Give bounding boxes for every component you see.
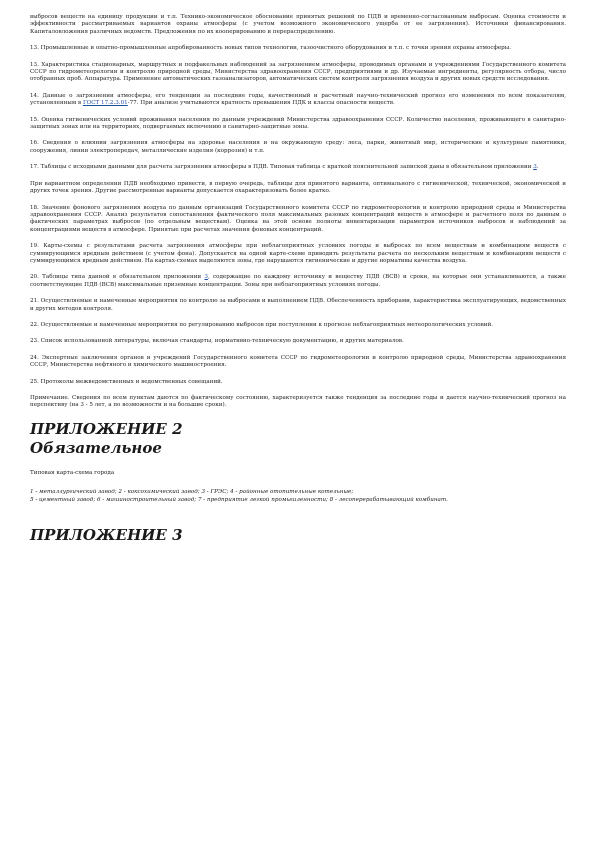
paragraph-24: [30, 355, 566, 370]
paragraph-text: При вариантном определении ПДВ необходимо привести, в первую очередь, таблицы для принятого варианта, оптимального с гигиенической, технической, экономической и других точек зрения. Другие рассмотренные варианты допускается охарактеризовать более кратко.: [30, 180, 566, 195]
gost-link[interactable]: ГОСТ 17.2.3.01: [82, 100, 128, 107]
paragraph-text: 25. Протоколы межведомственных и ведомственных совещаний.: [30, 378, 223, 385]
paragraph-text: 18. Значение фонового загрязнения воздуха по данным организаций Государственного комитета СССР по гидрометеорологии и контролю природной среды и Министерства здравоохранения СССР. Анализ результатов сопоставления фактического поля максимальных разовых концентраций веществ в атмосфере и расчетного поля по данным о фактических параметрах выбросов (по отдельным веществам). Оценка на этой основе полноты инвентаризации параметров источников выбросов и наблюдений за концентрациями веществ в атмосфере. Принятые при расчетах значения фоновых концентраций.: [30, 204, 566, 233]
paragraph-text: 13. Промышленные и опытно-промышленные апробированность новых типов технологии, газоочистного оборудования и т.п. с точки зрения охраны атмосферы.: [30, 45, 511, 52]
appendix-2-subtitle: Обязательное: [30, 438, 162, 457]
appendix-3-title: ПРИЛОЖЕНИЕ 3: [30, 526, 183, 545]
paragraph-text: , содержащие по каждому источнику и веществу ПДВ (ВСВ) и сроки, на которые они устанавливаются, а также соответствующие ПДВ (ВСВ) максимальные приземные концентрации. Зоны при неблагоприятных условиях погоды.: [30, 274, 566, 288]
paragraph-text: 16. Сведения о влиянии загрязнения атмосферы на здоровье населения и на окружающую среду: леса, парки, животный мир, исторические и культурные памятники, сооружения, линии электропередач, металлические изделия (коррозия) и т.п.: [30, 140, 566, 154]
paragraph-text: 17. Таблицы с исходными данными для расчета загрязнения атмосферы в ПДВ. Типовая таблица с краткой пояснительной запиской даны в обязательном приложении: [30, 164, 534, 171]
paragraph-text: 22. Осуществляемые и намеченные мероприятия по регулированию выбросов при поступлении к прогнозе неблагоприятных метеорологических условий.: [30, 321, 494, 328]
paragraph-12-continued: [30, 14, 566, 36]
paragraph-text: 14. Данные о загрязнении атмосферы, его тенденции за последние годы, качественный и расчетный научно-технический прогноз его изменения по всем показателям, установленным в: [30, 92, 566, 107]
appendix-2-title: ПРИЛОЖЕНИЕ 2: [30, 419, 183, 438]
paragraph-text: 21. Осуществляемые и намеченные мероприятия по контролю за выбросами и выполнением ПДВ. Обеспеченность приборами, характеристика эксплуатирующих, ведомственных и других методов контроля.: [30, 298, 566, 312]
map-legend-line-2: 5 - цементный завод; 6 - машиностроительный завод; 7 - предприятие легкой промышленности; 8 - лесоперерабатывающий комбинат.: [30, 496, 448, 503]
paragraph-17: [30, 164, 566, 171]
paragraph-text: .: [536, 164, 539, 171]
paragraph-22: [30, 322, 566, 329]
paragraph-text: -77. При анализе учитываются кратность превышения ПДК и классы опасности веществ.: [127, 100, 395, 107]
paragraph-text: Примечание. Сведения по всем пунктам даются по фактическому состоянию, характеризуется также тенденция за последние годы и дается научно-технический прогноз на перспективу (на 3 - 5 лет, а по возможности и на большие сроки).: [30, 395, 566, 409]
paragraph-text: 15. Оценка гигиенических условий проживания населения по данным учреждений Министерства здравоохранения СССР. Количество населения, проживающего в санитарно-защитных зонах или на территориях, подвергаемых включению в санитарно-защитные зоны.: [30, 116, 566, 131]
paragraph-23: [30, 338, 566, 345]
paragraph-text: выбросов веществ на единицу продукции и т.п. Технико-экономическое обоснование принятых решений по ПДВ и временно-согласованным выбросам. Оценка стоимости и эффективности рассматриваемых вариантов охраны атмосферы (с учетом возможного экономического ущерба от ее загрязнения). Источники финансирования. Капиталовложения различных ведомств. Предложения по их кооперированию и перераспределению.: [30, 14, 566, 35]
map-legend-line-1: 1 - металлургический завод; 2 - коксохимический завод; 3 - ГРЭС; 4 - районные отопительные котельные;: [30, 489, 354, 496]
paragraph-variant-note: [30, 181, 566, 196]
paragraph-note: [30, 395, 566, 410]
paragraph-text: 13. Характеристика стационарных, маршрутных и подфакельных наблюдений за загрязнением атмосферы, проводимых органами и учреждениями Государственного комитета СССР по гидрометеорологии и контролю природной среды, Министерства здравоохранения СССР, предприятиями и др. Изучаемые ингредиенты, регулярность отбора, число отобранных проб. Аппаратура. Применение автоматических газоанализаторов, автоматических систем контроля загрязнения воздуха и других новых средств исследования.: [30, 61, 566, 83]
paragraph-text: 20. Таблицы типа данной в обязательном приложении: [30, 274, 205, 281]
paragraph-18: [30, 205, 566, 235]
paragraph-21: [30, 298, 566, 313]
map-caption: Типовая карта-схема города: [30, 469, 115, 476]
paragraph-text: 23. Список использованной литературы, включая стандарты, нормативно-техническую документацию, и других материалов.: [30, 338, 404, 345]
appendix-3-link[interactable]: 3: [204, 274, 208, 281]
paragraph-14: [30, 93, 566, 108]
document-body: [30, 14, 566, 545]
paragraph-16: [30, 140, 566, 155]
paragraph-13a: [30, 45, 566, 52]
paragraph-25: [30, 379, 566, 386]
paragraph-13b: [30, 62, 566, 84]
paragraph-text: 24. Экспертные заключения органов и учреждений Государственного комитета СССР по гидрометеорологии и контролю природной среды, Министерства здравоохранения СССР, Министерства нефтяного и химического машиностроения.: [30, 354, 566, 369]
paragraph-19: [30, 243, 566, 265]
paragraph-text: 19. Карты-схемы с результатами расчета загрязнения атмосферы при неблагоприятных условиях погоды и выбросах по всем веществам и комбинациям веществ с суммирующимся вредным действием (с учетом фона). Допускается на одной карте-схеме приводить результаты расчета по нескольким веществам и комбинациям веществ с суммирующимся вредным действием. На картах-схемах выделяются зоны, где нарушаются гигиенические и другие нормативы качества воздуха.: [30, 243, 566, 264]
paragraph-15: [30, 117, 566, 132]
appendix-3-link[interactable]: 3: [533, 164, 537, 171]
paragraph-20: [30, 274, 566, 289]
